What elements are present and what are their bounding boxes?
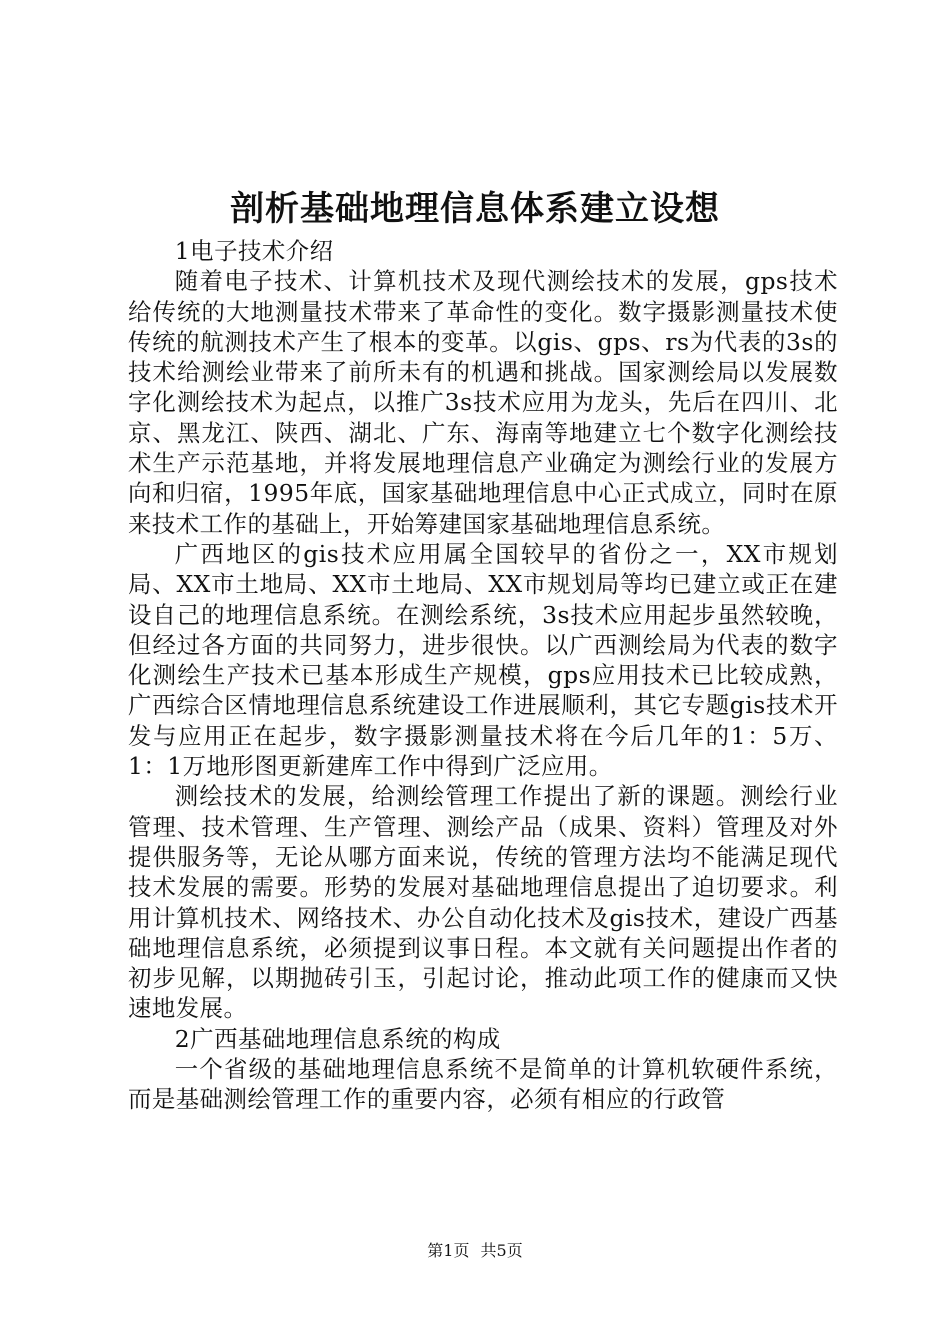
body-paragraph: 测绘技术的发展，给测绘管理工作提出了新的课题。测绘行业管理、技术管理、生产管理、测绘产品（成果、资料）管理及对外提供服务等，无论从哪方面来说，传统的管理方法均不能满足现代技术发展的需要。形势的发展对基础地理信息提出了迫切要求。利用计算机技术、网络技术、办公自动化技术及gis技术，建设广西基础地理信息系统，必须提到议事日程。本文就有关问题提出作者的初步见解，以期抛砖引玉，引起讨论，推动此项工作的健康而又快速地发展。 (128, 782, 838, 1023)
page-number: 第1页 (427, 1241, 470, 1260)
section-heading: 2广西基础地理信息系统的构成 (174, 1024, 501, 1053)
document-title: 剖析基础地理信息体系建立设想 (230, 189, 720, 229)
section-heading: 1电子技术介绍 (174, 237, 334, 265)
page-footer (0, 1240, 950, 1262)
page-total: 共5页 (480, 1241, 523, 1260)
body-paragraph: 广西地区的gis技术应用属全国较早的省份之一，XX市规划局、XX市土地局、XX市土地局、XX市规划局等均已建立或正在建设自己的地理信息系统。在测绘系统，3s技术应用起步虽然较晚，但经过各方面的共同努力，进步很快。以广西测绘局为代表的数字化测绘生产技术已基本形成生产规模，gps应用技术已比较成熟，广西综合区情地理信息系统建设工作进展顺利，其它专题gis技术开发与应用正在起步，数字摄影测量技术将在今后几年的1：5万、1：1万地形图更新建库工作中得到广泛应用。 (128, 539, 838, 781)
body-paragraph: 一个省级的基础地理信息系统不是简单的计算机软硬件系统，而是基础测绘管理工作的重要内容，必须有相应的行政管 (128, 1055, 838, 1114)
document-body (128, 236, 838, 1115)
body-paragraph: 随着电子技术、计算机技术及现代测绘技术的发展，gps技术给传统的大地测量技术带来了革命性的变化。数字摄影测量技术使传统的航测技术产生了根本的变革。以gis、gps、rs为代表的3s的技术给测绘业带来了前所未有的机遇和挑战。国家测绘局以发展数字化测绘技术为起点，以推广3s技术应用为龙头，先后在四川、北京、黑龙江、陕西、湖北、广东、海南等地建立七个数字化测绘技术生产示范基地，并将发展地理信息产业确定为测绘行业的发展方向和归宿，1995年底，国家基础地理信息中心正式成立，同时在原来技术工作的基础上，开始筹建国家基础地理信息系统。 (128, 267, 838, 538)
